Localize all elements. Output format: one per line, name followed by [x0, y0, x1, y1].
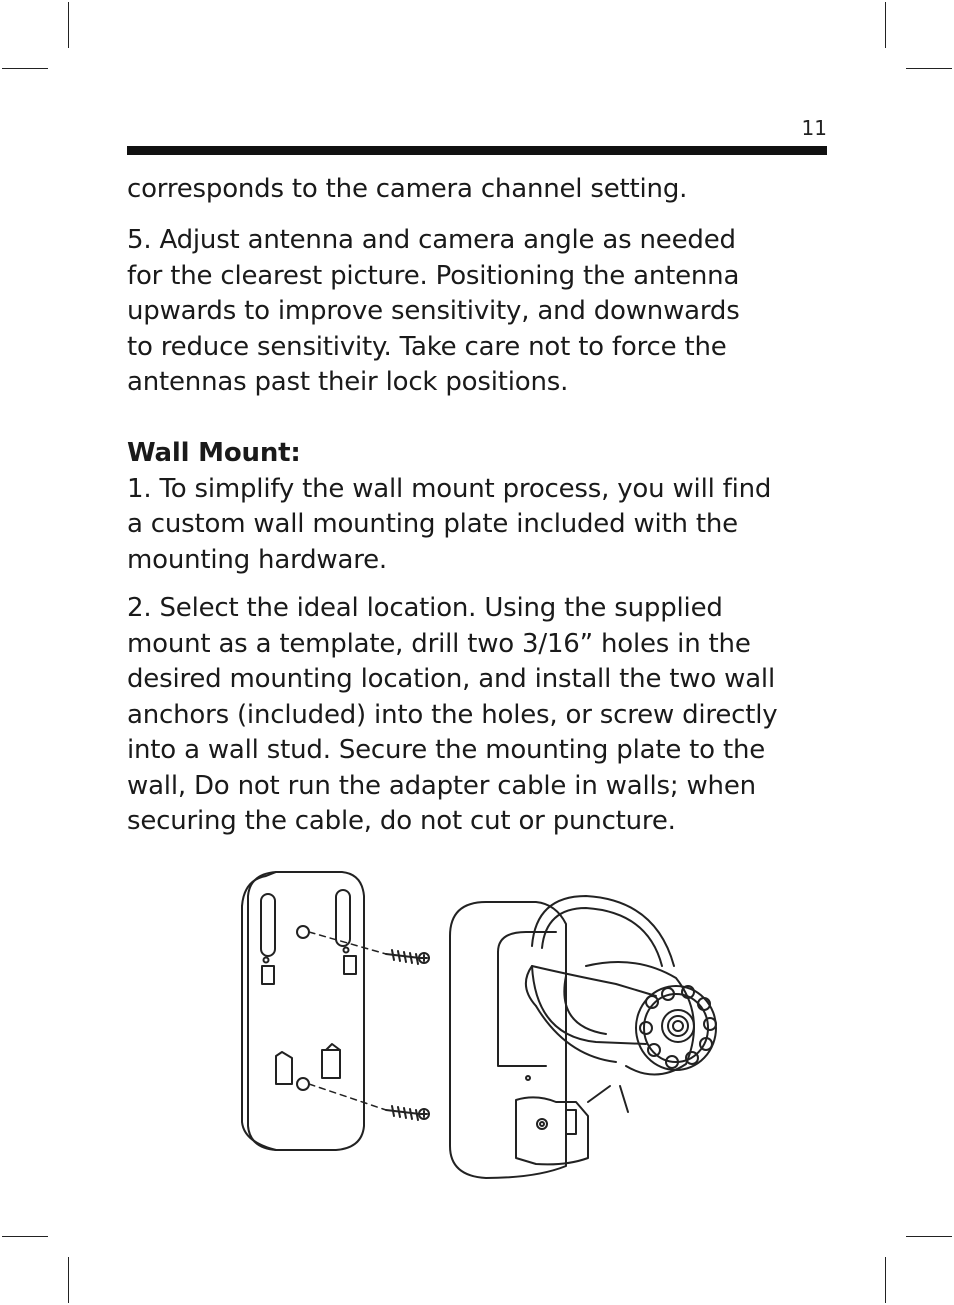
camera-body [516, 896, 716, 1164]
page-number: 11 [801, 116, 827, 140]
camera-base [450, 902, 566, 1178]
crop-mark-bottom-left [2, 1236, 48, 1237]
step-5-text: 5. Adjust antenna and camera angle as needed for the clearest picture. Positioning the antenna upwards to improve sensitivity, and downwards to reduce sensitivity. Take care not to force the antennas past their lock positions. [127, 225, 740, 397]
step-1-text: 1. To simplify the wall mount process, you will find a custom wall mounting plate included with the mounting hardware. [127, 473, 772, 575]
mounting-plate [242, 872, 364, 1150]
screw-bottom [386, 1106, 429, 1120]
crop-mark-top-right [885, 2, 886, 48]
guide-line-bottom [309, 1084, 386, 1110]
continuation-text: corresponds to the camera channel setting. [127, 174, 688, 204]
crop-mark-bottom-left [68, 1257, 69, 1303]
step-2-text: 2. Select the ideal location. Using the supplied mount as a template, drill two 3/16” holes in the desired mounting location, and install the two wall anchors (included) into the holes, or screw directly into a wall stud. Secure the mounting plate to the wall, Do not run the adapter cable in walls; when securing the cable, do not cut or puncture. [127, 593, 778, 836]
crop-mark-bottom-right [906, 1236, 952, 1237]
crop-mark-top-right [906, 68, 952, 69]
crop-mark-top-left [2, 68, 48, 69]
crop-mark-bottom-right [885, 1257, 886, 1303]
section-heading-wall-mount: Wall Mount: [127, 438, 301, 468]
header-rule [127, 146, 827, 155]
wall-mount-illustration [236, 866, 736, 1186]
crop-mark-top-left [68, 2, 69, 48]
screw-top [386, 950, 429, 964]
